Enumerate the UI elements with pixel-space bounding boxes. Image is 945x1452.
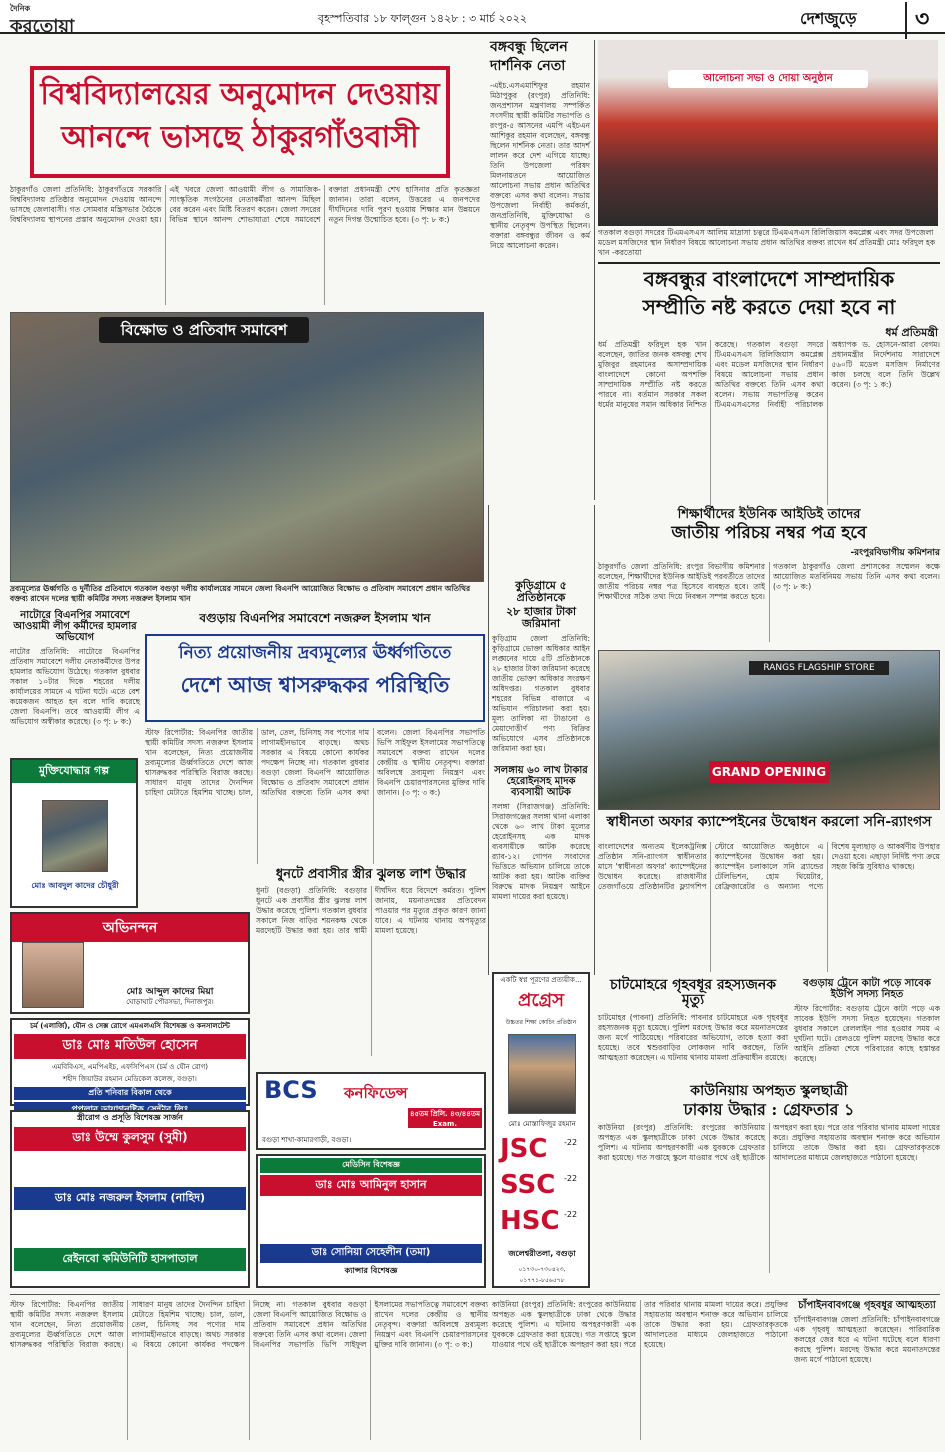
bcs-title: BCS xyxy=(264,1076,318,1104)
story7-headline-line1: কুড়িগ্রামে ৫ প্রতিষ্ঠানকে xyxy=(515,579,567,605)
bottom-divider xyxy=(10,1294,940,1295)
bcs-ad xyxy=(256,1072,486,1150)
story14-body: কাউনিয়া (রংপুর) প্রতিনিধি: রংপুরের কাউনিয়ায় অপহৃত এক স্কুলছাত্রীকে ঢাকা থেকে উদ্ধার করেছে পুলিশ। এ ঘটনায় অপহরণকারী এক যুবককে গ্রেফতার করা হয়েছে। গত সপ্তাহে স্কুলে যাওয়ার পথে ওই ছাত্রীকে অপহরণ করা হয়। পরে তার পরিবার থানায় মামলা দায়ের করে। প্রযুক্তির সহায়তায় অবস্থান শনাক্ত করে অভিযান চালিয়ে তাকে উদ্ধার করা হয়। গ্রেফতারকৃতকে আদালতের মাধ্যমে জেলহাজতে পাঠানো হয়েছে। xyxy=(598,1122,940,1162)
doctor2-title: স্ত্রীরোগ ও প্রসূতি বিশেষজ্ঞ সার্জন xyxy=(77,1113,183,1122)
obhinondon-portrait xyxy=(22,942,84,1008)
bcs-exam: ৪৫তম প্রিলি. ৪৩/৪৪তম Exam. xyxy=(409,1110,481,1128)
ssc-year: -22 xyxy=(564,1174,578,1183)
progress-phone: ০১৭৩০-৭৩০৪২৩, ০১৭৭১-৮৫৬৫৭৮ xyxy=(518,1266,566,1284)
story1-headline-box xyxy=(30,66,450,178)
story7-headline-line2: ২৮ হাজার টাকা জরিমানা xyxy=(505,605,577,631)
column-rule xyxy=(594,505,595,975)
obhinondon-name: মোঃ আব্দুল কাদের মিয়া xyxy=(126,987,214,997)
page-header xyxy=(0,0,945,37)
story15 xyxy=(256,868,486,1068)
story13-body: চাঁপাইনবাবগঞ্জ জেলা প্রতিনিধি: চাঁপাইনবাবগঞ্জে এক গৃহবধূ আত্মহত্যা করেছেন। পারিবারিক কলহের জের ধরে এ ঘটনা ঘটেছে বলে ধারণা করছে পুলিশ। মরদেহ উদ্ধার করে ময়নাতদন্তের জন্য মর্গে পাঠানো হয়েছে। xyxy=(794,1315,940,1364)
story12 xyxy=(794,978,940,1082)
bottom-continuation-left: স্টাফ রিপোর্টার: বিএনপির জাতীয় স্থায়ী কমিটির সদস্য নজরুল ইসলাম খান বলেছেন, নিত্য প্রয়োজনীয় দ্রব্যমূল্যের ঊর্ধ্বগতিতে দেশে আজ শ্বাসরুদ্ধকর পরিস্থিতি বিরাজ করছে। সাধারণ মানুষ তাদের দৈনন্দিন চাহিদা মেটাতে হিমশিম খাচ্ছে। চাল, ডাল, তেল, চিনিসহ সব পণ্যের দাম লাগামহীনভাবে বাড়ছে। অথচ সরকার এ বিষয়ে কোনো কার্যকর পদক্ষেপ নিচ্ছে না। গতকাল বুধবার বগুড়া জেলা বিএনপি আয়োজিত বিক্ষোভ ও প্রতিবাদ সমাবেশে প্রধান অতিথির বক্তব্যে তিনি এসব কথা বলেন। জেলা বিএনপির সভাপতি ভিপি সাইফুল ইসলামের সভাপতিত্বে সমাবেশে বক্তব্য রাখেন দলের কেন্দ্রীয় ও স্থানীয় নেতৃবৃন্দ। বক্তারা অবিলম্বে দ্রব্যমূল্য নিয়ন্ত্রণ এবং বিএনপি চেয়ারপারসনের মুক্তির দাবি জানান। (৩ পৃ: ৩ ক:) xyxy=(10,1300,488,1349)
column-rule xyxy=(488,505,489,975)
logo-small: দৈনিক xyxy=(10,3,31,13)
doctor1-name: ডাঃ মোঃ মতিউল হোসেন xyxy=(14,1034,246,1059)
doctor5-specialty: ক্যান্সার বিশেষজ্ঞ xyxy=(344,1266,398,1275)
story13-headline: চাঁপাইনবাবগঞ্জে গৃহবধূর আত্মহত্যা xyxy=(798,1300,936,1311)
story6-body: নাটোর প্রতিনিধি: নাটোরে বিএনপির প্রতিবাদ সমাবেশে দলীয় নেতাকর্মীদের উপর হামলার অভিযোগ উঠেছে। গতকাল বুধবার সকাল ১০টার দিকে শহরের দলীয় কার্যালয়ের সামনে এ ঘটনা ঘটে। এতে বেশ কয়েকজন আহত হন বলে দাবি করেছে জেলা বিএনপি। তবে আওয়ামী লীগ এ অভিযোগ অস্বীকার করেছে। (৩ পৃ: ৮ ক:) xyxy=(10,647,140,726)
jsc-label: JSC xyxy=(500,1134,548,1164)
story9 xyxy=(598,508,940,648)
story2-headline-line1: বঙ্গবন্ধু ছিলেন xyxy=(490,39,568,55)
doctor1-specialty: চর্ম (এলার্জি), যৌন ও সেক্স রোগে এমএলএসি বিশেষজ্ঞ ও কনসালটেন্ট xyxy=(30,1022,230,1030)
bottom-continuation-center: কাউনিয়া (রংপুর) প্রতিনিধি: রংপুরের কাউনিয়ায় অপহৃত এক স্কুলছাত্রীকে ঢাকা থেকে উদ্ধার করেছে পুলিশ। এ ঘটনায় অপহরণকারী এক যুবককে গ্রেফতার করা হয়েছে। গত সপ্তাহে স্কুলে যাওয়ার পথে ওই ছাত্রীকে অপহরণ করা হয়। পরে তার পরিবার থানায় মামলা দায়ের করে। প্রযুক্তির সহায়তায় অবস্থান শনাক্ত করে অভিযান চালিয়ে তাকে উদ্ধার করা হয়। গ্রেফতারকৃতকে আদালতের মাধ্যমে জেলহাজতে পাঠানো হয়েছে। xyxy=(492,1300,788,1349)
doctor4-name: ডাঃ মোঃ আমিনুল হাসান xyxy=(260,1175,482,1196)
obhinondon-ad xyxy=(10,912,250,1014)
story5-headline-box xyxy=(145,634,485,722)
story15-body: ধুনট (বগুড়া) প্রতিনিধি: বগুড়ার ধুনটে এক প্রবাসীর স্ত্রীর ঝুলন্ত লাশ উদ্ধার করেছে পুলিশ। গতকাল বুধবার সকালে নিজ বাড়ির শয়নকক্ষ থেকে মরদেহটি উদ্ধার করা হয়। তার স্বামী দীর্ঘদিন ধরে বিদেশে কর্মরত। পুলিশ জানায়, ময়নাতদন্তের প্রতিবেদন পাওয়ার পর মৃত্যুর প্রকৃত কারণ জানা যাবে। এ ঘটনায় থানায় অপমৃত্যুর মামলা হয়েছে। xyxy=(256,886,486,936)
doctor3-name: ডাঃ মোঃ নজরুল ইসলাম (নাহিদ) xyxy=(14,1187,246,1210)
story12-headline: বগুড়ায় ট্রেনে কাটা পড়ে সাবেক ইউপি সদস্য নিহত xyxy=(803,978,931,1000)
story9-headline-line1: শিক্ষার্থীদের ইউনিক আইডিই তাদের xyxy=(677,507,861,522)
story10-opening-sign: GRAND OPENING xyxy=(709,761,829,783)
progress-name: মোঃ মোস্তাফিজুর রহমান xyxy=(508,1120,576,1128)
column-rule xyxy=(594,40,595,500)
story8-body: সলঙ্গা (সিরাজগঞ্জ) প্রতিনিধি: সিরাজগঞ্জের সলঙ্গা থানা এলাকা থেকে ৬০ লাখ টাকা মূল্যের হেরোইনসহ এক মাদক ব্যবসায়ীকে আটক করেছে র‌্যাব-১২। গোপন সংবাদের ভিত্তিতে অভিযান চালিয়ে তাকে আটক করা হয়। আটক ব্যক্তির বিরুদ্ধে মাদক নিয়ন্ত্রণ আইনে মামলা দায়ের করা হয়েছে। xyxy=(492,802,590,901)
story10-body: বাংলাদেশের অন্যতম ইলেকট্রনিক্স প্রতিষ্ঠান সনি-র‍্যাংগস স্বাধীনতার মাসে 'স্বাধীনতা অফার' ক্যাম্পেইনের উদ্বোধন করেছে। রাজধানীর তেজগাঁওয়ে প্রতিষ্ঠানটির ফ্ল্যাগশিপ স্টোরে আয়োজিত অনুষ্ঠানে এ ক্যাম্পেইনের উদ্বোধন করা হয়। ক্যাম্পেইন চলাকালে সনি ব্র্যান্ডের টেলিভিশন, হোম থিয়েটার, রেফ্রিজারেটর ও অন্যান্য পণ্যে বিশেষ মূল্যছাড় ও আকর্ষণীয় উপহার দেওয়া হবে। এছাড়া নির্দিষ্ট পণ্য ক্রয়ে সহজ কিস্তি সুবিধাও থাকছে। xyxy=(598,842,940,891)
issue-date: বৃহস্পতিবার ১৮ ফাল্গুন ১৪২৮ : ৩ মার্চ ২০২২ xyxy=(318,12,528,25)
story2-body: -এইচ.এসএমাশিফুর রহমান মিঠাপুকুর (রংপুর) প্রতিনিধি: জনপ্রশাসন মন্ত্রণালয় সম্পর্কিত সংসদীয় স্থায়ী কমিটির সভাপতি ও রংপুর-৫ আসনের এমপি এইচএন আশিকুর রহমান বলেছেন, বঙ্গবন্ধু ছিলেন দার্শনিক নেতা। তার আদর্শ লালন করে দেশ এগিয়ে যাচ্ছে। তিনি উপজেলা পরিষদ মিলনায়তনে আয়োজিত আলোচনা সভায় প্রধান অতিথির বক্তব্যে এসব কথা বলেন। সভায় উপজেলা নির্বাহী কর্মকর্তা, জনপ্রতিনিধি, মুক্তিযোদ্ধা ও স্থানীয় নেতৃবৃন্দ উপস্থিত ছিলেন। বক্তারা বঙ্গবন্ধুর জীবন ও কর্ম নিয়ে আলোচনা করেন। xyxy=(490,80,590,250)
story9-byline: -রংপুরবিভাগীয় কমিশনার xyxy=(850,547,940,558)
story8 xyxy=(492,765,590,965)
ssc-label: SSC xyxy=(500,1170,556,1200)
doctor2-name: ডাঃ উম্মে কুলসুম (সুমী) xyxy=(14,1127,246,1151)
story5-body: স্টাফ রিপোর্টার: বিএনপির জাতীয় স্থায়ী কমিটির সদস্য নজরুল ইসলাম খান বলেছেন, নিত্য প্রয়োজনীয় দ্রব্যমূল্যের ঊর্ধ্বগতিতে দেশে আজ শ্বাসরুদ্ধকর পরিস্থিতি বিরাজ করছে। সাধারণ মানুষ তাদের দৈনন্দিন চাহিদা মেটাতে হিমশিম খাচ্ছে। চাল, ডাল, তেল, চিনিসহ সব পণ্যের দাম লাগামহীনভাবে বাড়ছে। অথচ সরকার এ বিষয়ে কোনো কার্যকর পদক্ষেপ নিচ্ছে না। গতকাল বুধবার বগুড়া জেলা বিএনপি আয়োজিত বিক্ষোভ ও প্রতিবাদ সমাবেশে প্রধান অতিথির বক্তব্যে তিনি এসব কথা বলেন। জেলা বিএনপির সভাপতি ভিপি সাইফুল ইসলামের সভাপতিত্বে সমাবেশে বক্তব্য রাখেন দলের কেন্দ্রীয় ও স্থানীয় নেতৃবৃন্দ। বক্তারা অবিলম্বে দ্রব্যমূল্য নিয়ন্ত্রণ এবং বিএনপি চেয়ারপারসনের মুক্তির দাবি জানান। (৩ পৃ: ৩ ক:) xyxy=(145,728,485,797)
story5-kicker: বগুড়ায় বিএনপির সমাবেশে নজরুল ইসলাম খান xyxy=(199,611,431,625)
jsc-year: -22 xyxy=(564,1138,578,1147)
story14-headline-line1: কাউনিয়ায় অপহৃত স্কুলছাত্রী xyxy=(690,1083,848,1099)
story11 xyxy=(598,978,788,1078)
progress-place: জলেশ্বরীতলা, বগুড়া xyxy=(508,1249,576,1258)
bcs-branch: বগুড়া শাখা-কামারগাড়ী, বগুড়া। xyxy=(262,1136,352,1144)
story4-photo-banner: বিক্ষোভ ও প্রতিবাদ সমাবেশ xyxy=(99,317,309,343)
hsc-label: HSC xyxy=(500,1206,560,1236)
doctor1-ad xyxy=(10,1018,250,1106)
muktijoddha-ad-title: মুক্তিযোদ্ধার গল্প xyxy=(12,760,136,783)
muktijoddha-portrait xyxy=(42,800,108,872)
hospital-name: রেইনবো কমিউনিটি হাসপাতাল xyxy=(14,1248,246,1271)
story11-headline: চাটমোহরে গৃহবধূর রহস্যজনক মৃত্যু xyxy=(609,977,777,1009)
story3-body: ধর্ম প্রতিমন্ত্রী ফরিদুল হক খান বলেছেন, জাতির জনক বঙ্গবন্ধু শেখ মুজিবুর রহমানের অসাম্প্রদায়িক বাংলাদেশে কোনো অপশক্তি সাম্প্রদায়িক সম্প্রীতি নষ্ট করতে পারবে না। বর্তমান সরকার সকল ধর্মের মানুষের সমান অধিকার নিশ্চিত করেছে। গতকাল বগুড়া সদরে টিএমএসএস রিলিজিয়াস কমপ্লেক্স এবং মডেল মসজিদের স্থান নির্ধারণ বিষয়ে আলোচনা সভায় প্রধান অতিথির বক্তব্যে তিনি এসব কথা বলেন। সভায় সভাপতিত্ব করেন টিএমএসএসের নির্বাহী পরিচালক অধ্যাপক ড. হোসনে-আরা বেগম। প্রধানমন্ত্রীর নির্দেশনায় সারাদেশে ৫৬০টি মডেল মসজিদ নির্মাণের কাজ চলছে বলে তিনি উল্লেখ করেন। (৩ পৃ: ১ ক:) xyxy=(598,340,940,409)
story10-headline: স্বাধীনতা অফার ক্যাম্পেইনের উদ্বোধন করলো সনি-র‍্যাংগস xyxy=(606,814,932,830)
divider xyxy=(598,262,940,264)
newspaper-logo xyxy=(10,3,100,37)
story9-headline-line2: জাতীয় পরিচয় নম্বর পত্র হবে xyxy=(671,523,867,544)
story8-headline: সলঙ্গায় ৬০ লাখ টাকার হেরোইনসহ মাদক ব্যবসায়ী আটক xyxy=(494,765,588,798)
story5-headline-line1: নিত্য প্রয়োজনীয় দ্রব্যমূল্যের ঊর্ধ্বগতিতে xyxy=(178,643,452,663)
progress-portrait xyxy=(508,1034,576,1114)
story9-body: ঠাকুরগাঁও জেলা প্রতিনিধি: রংপুর বিভাগীয় কমিশনার বলেছেন, শিক্ষার্থীদের ইউনিক আইডিই পরবর্তীতে তাদের জাতীয় পরিচয় নম্বর পত্র হিসেবে ব্যবহৃত হবে। তাই শিক্ষার্থীদের সঠিক তথ্য দিয়ে নিবন্ধন সম্পন্ন করতে হবে। গতকাল ঠাকুরগাঁও জেলা প্রশাসকের সম্মেলন কক্ষে আয়োজিত মতবিনিময় সভায় তিনি এসব কথা বলেন। (৩ পৃ: ৮ ক:) xyxy=(598,561,940,601)
section-name: দেশজুড়ে xyxy=(800,9,857,28)
story3-headline-line1: বঙ্গবন্ধুর বাংলাদেশে সাম্প্রদায়িক xyxy=(643,267,895,291)
story4-caption: দ্রব্যমূল্যের ঊর্ধ্বগতি ও দুর্নীতির প্রতিবাদে গতকাল বগুড়া দলীয় কার্যালয়ের সামনে জেলা বিএনপি আয়োজিত বিক্ষোভ ও প্রতিবাদ সমাবেশে প্রধান অতিথির বক্তব্য রাখেন দলের স্থায়ী কমিটির সদস্য নজরুল ইসলাম খান xyxy=(10,584,471,603)
story1-body: ঠাকুরগাঁও জেলা প্রতিনিধি: ঠাকুরগাঁওয়ে সরকারি বিশ্ববিদ্যালয় প্রতিষ্ঠার অনুমোদন দেওয়ায় আনন্দে ভাসছে জেলাবাসী। গত সোমবার মন্ত্রিসভার বৈঠকে বিশ্ববিদ্যালয় স্থাপনের প্রস্তাব অনুমোদন দেওয়া হয়। এই খবরে জেলা আওয়ামী লীগ ও সামাজিক-সাংস্কৃতিক সংগঠনের নেতাকর্মীরা আনন্দ মিছিল বের করেন এবং মিষ্টি বিতরণ করেন। জেলা সদরের বিভিন্ন স্থানে আনন্দ শোভাযাত্রা শেষে সমাবেশে বক্তারা প্রধানমন্ত্রী শেখ হাসিনার প্রতি কৃতজ্ঞতা জানান। তারা বলেন, উত্তরের এ জনপদের দীর্ঘদিনের দাবি পূরণ হওয়ায় শিক্ষার মান উন্নয়নে নতুন দিগন্ত উন্মোচিত হবে। (৩ পৃ: ৮ ক:) xyxy=(10,185,480,224)
story3-caption: গতকাল বগুড়া সদরের টিএমএসএস আলিম মাদ্রাসা চত্বরে টিএমএসএস রিলিজিয়াস কমপ্লেক্স এবং সদর উপজেলা মডেল মসজিদের স্থান নির্ধারণ বিষয়ে আলোচনা সভায় প্রধান অতিথির বক্তব্য রাখেন ধর্ম প্রতিমন্ত্রী মোঃ ফরিদুল হক খান -করতোয়া xyxy=(598,228,936,257)
story13 xyxy=(794,1300,940,1440)
story6-headline: নাটোরে বিএনপির সমাবেশে আওয়ামী লীগ কর্মীদের হামলার অভিযোগ xyxy=(13,610,137,643)
muktijoddha-name: মোঃ আবদুল কাদের চৌধুরী xyxy=(31,881,119,890)
story14 xyxy=(598,1084,940,1288)
story15-headline: ধুনটে প্রবাসীর স্ত্রীর ঝুলন্ত লাশ উদ্ধার xyxy=(275,867,467,882)
progress-title: প্রগ্রেস xyxy=(517,990,565,1011)
obhinondon-title: অভিনন্দন xyxy=(12,914,248,942)
bcs-subtitle: কনফিডেন্স xyxy=(344,1084,408,1102)
progress-tagline: একটি স্বপ্ন পূরণের প্রত্যয়ীক... xyxy=(500,976,582,984)
page-number: ৩ xyxy=(905,2,929,39)
story3-photo xyxy=(598,40,938,226)
story1-headline-line1: বিশ্ববিদ্যালয়ের অনুমোদন দেওয়ায় xyxy=(40,77,440,112)
story3-byline: ধর্ম প্রতিমন্ত্রী xyxy=(885,326,938,339)
story4-photo xyxy=(10,312,484,582)
story12-body: স্টাফ রিপোর্টার: বগুড়ায় ট্রেনে কাটা পড়ে এক সাবেক ইউপি সদস্য নিহত হয়েছেন। গতকাল বুধবার সকালে রেললাইন পার হওয়ার সময় এ দুর্ঘটনা ঘটে। রেলওয়ে পুলিশ মরদেহ উদ্ধার করে আইনি প্রক্রিয়া শেষে পরিবারের কাছে হস্তান্তর করেছে। xyxy=(794,1004,940,1063)
story11-body: চাটমোহর (পাবনা) প্রতিনিধি: পাবনার চাটমোহরে এক গৃহবধূর রহস্যজনক মৃত্যু হয়েছে। পুলিশ মরদেহ উদ্ধার করে ময়নাতদন্তের জন্য মর্গে পাঠিয়েছে। পরিবারের অভিযোগ, তাকে হত্যা করা হয়েছে। তবে শ্বশুরবাড়ির লোকজন দাবি করছেন, তিনি আত্মহত্যা করেছেন। এ ঘটনায় থানায় মামলা প্রক্রিয়াধীন রয়েছে। xyxy=(598,1012,788,1062)
hsc-year: -22 xyxy=(564,1210,578,1219)
doctor1-degree: এমবিবিএস, এমপিএইচ, এফসিপিএস (চর্ম ও যৌন রোগ) xyxy=(52,1063,208,1071)
story7 xyxy=(492,580,590,760)
story2-headline-line2: দার্শনিক নেতা xyxy=(490,58,566,75)
doctor2-ad xyxy=(10,1110,250,1288)
story6 xyxy=(10,610,140,750)
muktijoddha-ad xyxy=(10,758,138,908)
doctor4-ad xyxy=(256,1154,486,1288)
progress-ad xyxy=(492,972,590,1288)
progress-subtitle: উচ্চতর শিক্ষা কোচিং প্রতিষ্ঠান xyxy=(505,1019,577,1026)
story14-headline-line2: ঢাকায় উদ্ধার : গ্রেফতার ১ xyxy=(683,1100,855,1120)
doctor1-college: শহীদ জিয়াউর রহমান মেডিকেল কলেজ, বগুড়া। xyxy=(63,1075,197,1083)
story3-headline-line2: সম্প্রীতি নষ্ট করতে দেয়া হবে না xyxy=(642,295,896,319)
story5-headline-line2: দেশে আজ শ্বাসরুদ্ধকর পরিস্থিতি xyxy=(180,671,450,697)
obhinondon-place: ঘোড়াঘাট পৌরসভা, দিনাজপুর। xyxy=(126,998,214,1006)
story3-photo-banner: আলোচনা সভা ও দোয়া অনুষ্ঠান xyxy=(668,70,868,88)
logo-text: করতোয়া xyxy=(10,16,75,37)
doctor4-title: মেডিসিন বিশেষজ্ঞ xyxy=(260,1158,482,1173)
story7-body: কুড়িগ্রাম জেলা প্রতিনিধি: কুড়িগ্রামে ভোক্তা অধিকার আইন লঙ্ঘনের দায়ে ৫টি প্রতিষ্ঠানকে ২৮ হাজার টাকা জরিমানা করেছে জাতীয় ভোক্তা অধিকার সংরক্ষণ অধিদপ্তর। গতকাল বুধবার শহরের বিভিন্ন বাজারে এ অভিযান পরিচালনা করা হয়। মূল্য তালিকা না টাঙানো ও মেয়াদোত্তীর্ণ পণ্য বিক্রির অভিযোগে এসব প্রতিষ্ঠানকে জরিমানা করা হয়। xyxy=(492,634,591,754)
story1-headline-line2: আনন্দে ভাসছে ঠাকুরগাঁওবাসী xyxy=(61,120,419,155)
story10-store-sign: RANGS FLAGSHIP STORE xyxy=(749,661,889,675)
doctor1-time: প্রতি শনিবার বিকাল থেকে xyxy=(14,1087,246,1100)
story2 xyxy=(490,40,590,500)
doctor5-name: ডাঃ সোনিয়া সেহেলীন (তমা) xyxy=(260,1244,482,1263)
story10-photo xyxy=(598,650,940,810)
